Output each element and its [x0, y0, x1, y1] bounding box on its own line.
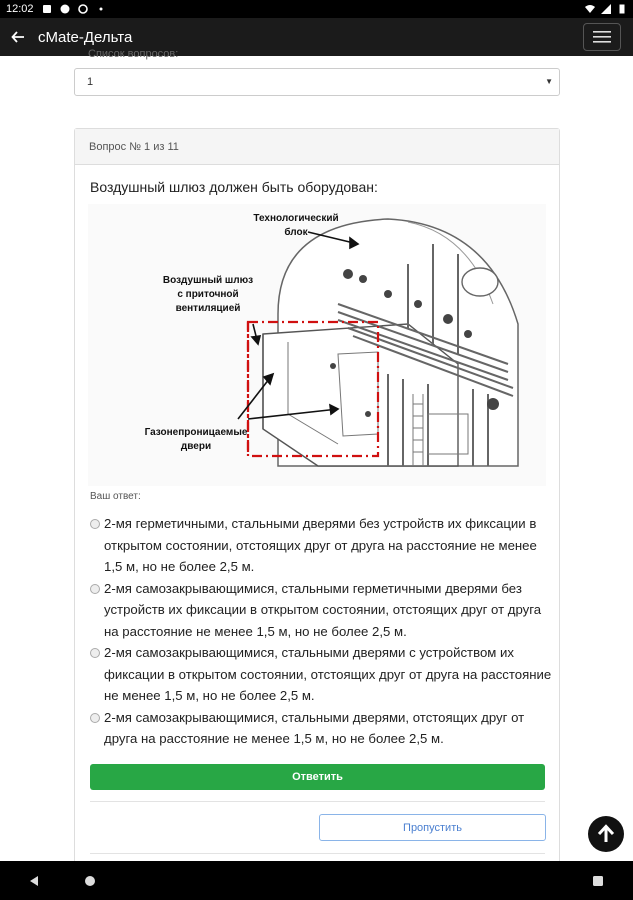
status-time: 12:02 [6, 3, 34, 15]
nav-home-button[interactable] [70, 861, 110, 900]
question-select[interactable] [74, 68, 560, 96]
square-recents-icon [592, 875, 604, 887]
signal-icon [601, 4, 611, 14]
back-button[interactable] [2, 18, 34, 56]
answer-option[interactable] [90, 578, 552, 643]
answer-options [90, 513, 552, 750]
dot-icon [96, 4, 106, 14]
answer-option[interactable] [90, 707, 552, 750]
figure-label-doors: Газонепроницаемые двери [144, 427, 248, 452]
radio-button[interactable] [90, 648, 100, 658]
wifi-icon [585, 4, 595, 14]
figure-label-airlock: Воздушный шлюз с приточной вентиляцией [162, 275, 254, 314]
answer-label: Ваш ответ: [90, 491, 141, 502]
question-select-label: Список вопросов: [88, 48, 179, 60]
divider [90, 801, 545, 802]
submit-answer-button[interactable]: Ответить [90, 764, 545, 790]
hamburger-icon [593, 30, 611, 44]
triangle-back-icon [28, 875, 40, 887]
answer-option-text: 2-мя самозакрывающимися, стальными дверями, отстоящих друг от друга на расстояние не менее 1,5 м, но не более 2,5 м. [104, 709, 525, 746]
scroll-to-top-button[interactable] [588, 816, 624, 852]
system-nav-bar [0, 861, 633, 900]
answer-option[interactable] [90, 642, 552, 707]
skip-button[interactable]: Пропустить [319, 814, 546, 841]
answer-option-text: 2-мя самозакрывающимися, стальными дверями с устройством их фиксации в открытом состоянии, отстоящих друг от друга на расстояние не менее 1,5 м, но не более 2,5 м. [104, 645, 552, 703]
arrow-up-icon [595, 823, 617, 845]
divider [90, 853, 545, 854]
menu-button[interactable] [583, 23, 621, 51]
circle-home-icon [84, 875, 96, 887]
question-select-value: 1 [87, 76, 94, 88]
answer-option-text: 2-мя герметичными, стальными дверями без устройств их фиксации в открытом состоянии, отстоящих друг от друга на расстояние не менее 1,5 м, но не более 2,5 м. [104, 516, 537, 574]
arrow-left-icon [11, 30, 25, 44]
app-title: cMate-Дельта [38, 28, 133, 46]
settings-notification-icon [78, 4, 88, 14]
caret-down-icon: ▼ [545, 77, 553, 86]
question-figure [88, 204, 546, 486]
radio-button[interactable] [90, 584, 100, 594]
answer-option-text: 2-мя самозакрывающимися, стальными герметичными дверями без устройств их фиксации в открытом состоянии, отстоящих друг от друга на расстояние не менее 1,5 м, но не более 2,5 м. [104, 580, 542, 639]
nav-recents-button[interactable] [578, 861, 618, 900]
notification-icon [42, 4, 52, 14]
question-counter: Вопрос № 1 из 11 [75, 129, 559, 165]
answer-option[interactable] [90, 513, 552, 578]
app-notification-icon [60, 4, 70, 14]
figure-label-tech-block: Технологический блок [253, 213, 339, 238]
question-text: Воздушный шлюз должен быть оборудован: [90, 179, 378, 195]
content [0, 48, 633, 861]
battery-icon [617, 4, 627, 14]
radio-button[interactable] [90, 713, 100, 723]
nav-back-button[interactable] [14, 861, 54, 900]
question-card [74, 128, 560, 888]
status-bar [0, 0, 633, 18]
radio-button[interactable] [90, 519, 100, 529]
